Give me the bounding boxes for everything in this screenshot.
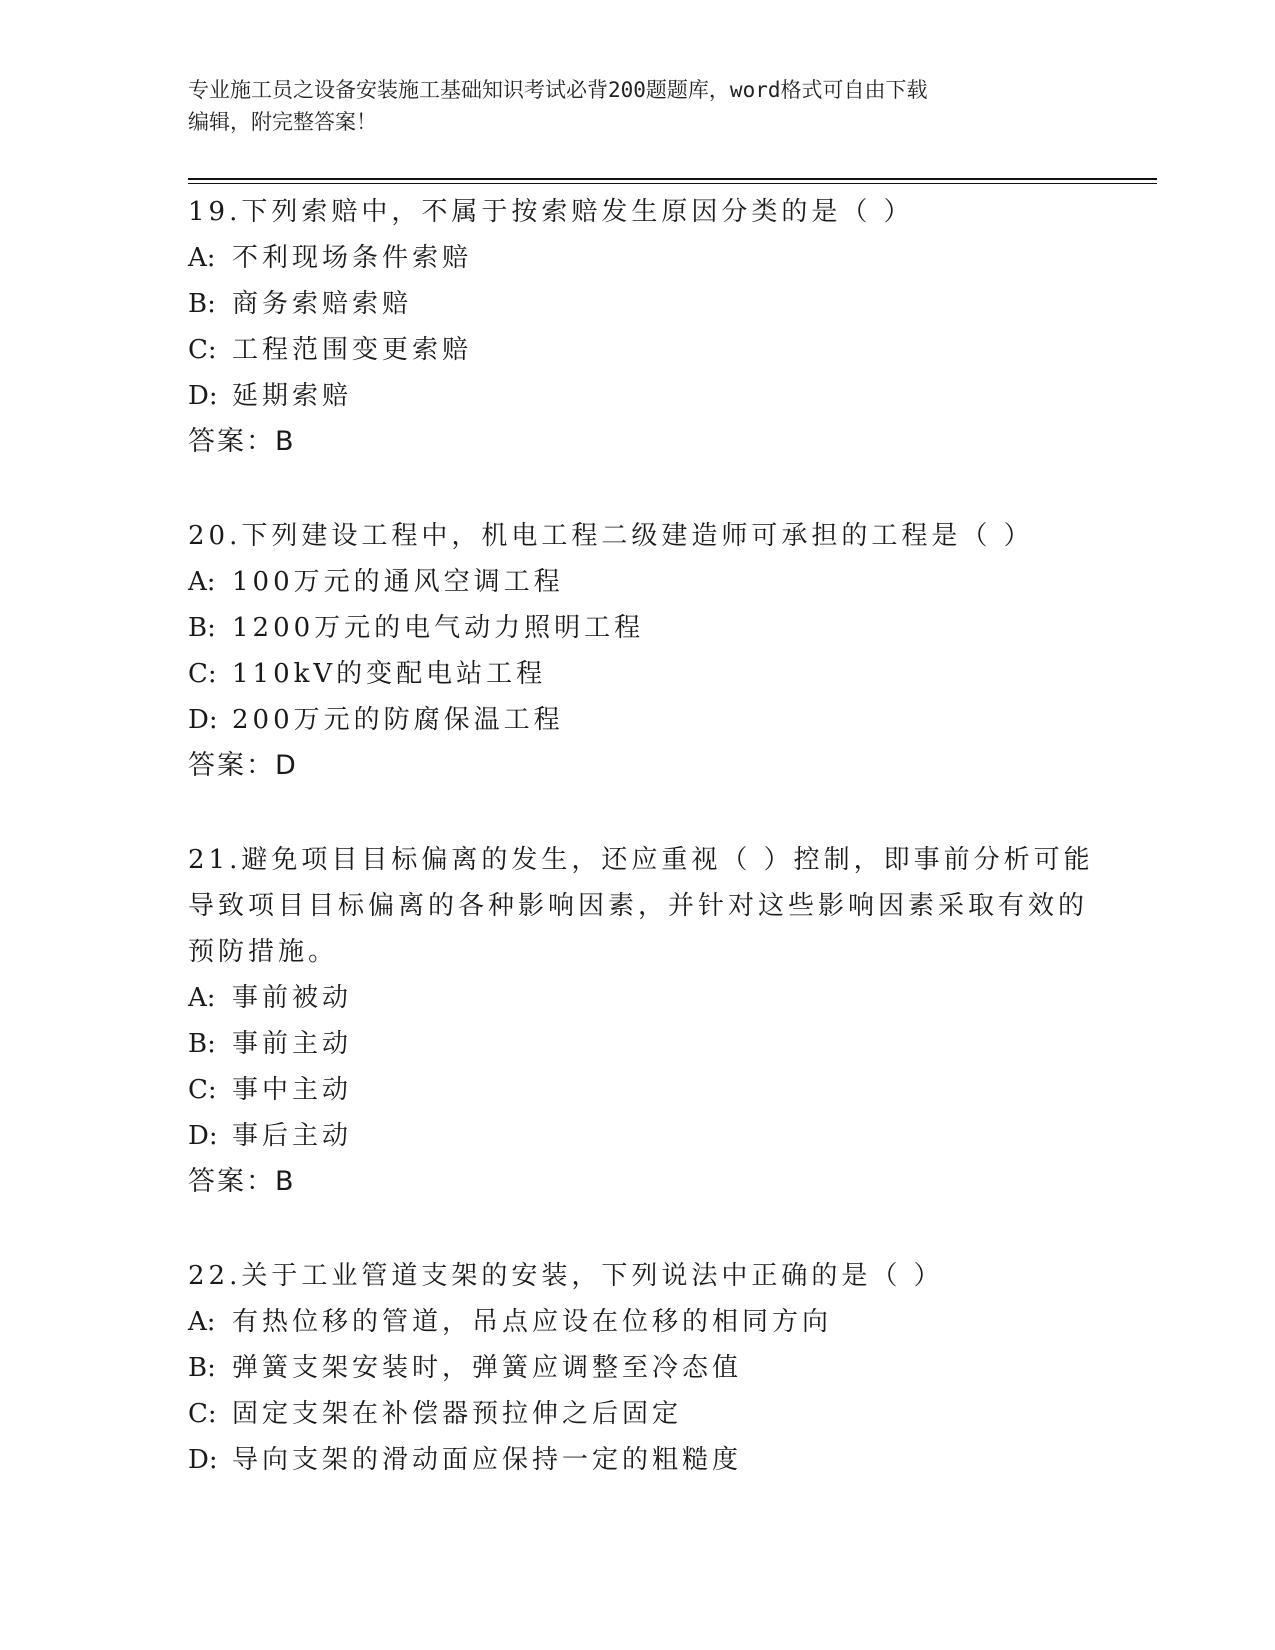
option-text: 100万元的通风空调工程 — [232, 567, 564, 597]
question-21 — [188, 837, 1094, 1205]
option-letter: D: — [188, 705, 218, 735]
option-d — [188, 1437, 1088, 1483]
option-letter: D: — [188, 1445, 218, 1475]
option-d — [188, 1113, 1088, 1159]
answer-label: 答案：B — [188, 1166, 296, 1197]
option-text: 事中主动 — [232, 1075, 353, 1105]
option-text: 事前被动 — [232, 983, 353, 1013]
option-text: 固定支架在补偿器预拉伸之后固定 — [232, 1399, 683, 1429]
option-text: 200万元的防腐保温工程 — [232, 705, 564, 735]
option-letter: A: — [188, 243, 216, 273]
question-stem-line-3: 预防措施。 — [188, 937, 339, 967]
option-text: 弹簧支架安装时，弹簧应调整至冷态值 — [232, 1353, 743, 1383]
option-b — [188, 281, 1088, 327]
option-text: 不利现场条件索赔 — [232, 243, 473, 273]
option-d — [188, 373, 1088, 419]
option-a — [188, 975, 1088, 1021]
option-text: 事后主动 — [232, 1121, 353, 1151]
header-divider-thin — [188, 183, 1157, 184]
option-text: 有热位移的管道，吊点应设在位移的相同方向 — [232, 1307, 833, 1337]
question-22 — [188, 1253, 1088, 1483]
option-b — [188, 1021, 1088, 1067]
header-title-line-2: 编辑，附完整答案！ — [188, 110, 377, 134]
option-letter: B: — [188, 1029, 216, 1059]
question-20 — [188, 513, 1088, 789]
option-c — [188, 327, 1088, 373]
option-letter: A: — [188, 983, 216, 1013]
option-letter: B: — [188, 613, 216, 643]
header-divider-thick — [188, 178, 1157, 180]
option-letter: B: — [188, 289, 216, 319]
option-text: 110kV的变配电站工程 — [232, 659, 547, 689]
option-text: 事前主动 — [232, 1029, 353, 1059]
header-title-line-1: 专业施工员之设备安装施工基础知识考试必背200题题库，word格式可自由下载 — [188, 78, 928, 102]
option-text: 导向支架的滑动面应保持一定的粗糙度 — [232, 1445, 743, 1475]
option-c — [188, 1391, 1088, 1437]
question-stem: 22.关于工业管道支架的安装，下列说法中正确的是（ ） — [188, 1261, 944, 1291]
option-letter: C: — [188, 659, 217, 689]
option-letter: C: — [188, 335, 217, 365]
option-c — [188, 1067, 1088, 1113]
option-letter: A: — [188, 567, 216, 597]
question-19 — [188, 189, 1088, 465]
option-text: 延期索赔 — [232, 381, 353, 411]
question-stem-line-1: 21.避免项目目标偏离的发生，还应重视（ ）控制，即事前分析可能 — [188, 845, 1094, 875]
question-stem: 19.下列索赔中，不属于按索赔发生原因分类的是（ ） — [188, 197, 914, 227]
option-b — [188, 605, 1088, 651]
question-stem-line-2: 导致项目目标偏离的各种影响因素，并针对这些影响因素采取有效的 — [188, 891, 1089, 921]
option-a — [188, 559, 1088, 605]
option-b — [188, 1345, 1088, 1391]
option-letter: B: — [188, 1353, 216, 1383]
option-d — [188, 697, 1088, 743]
document-header — [188, 74, 1088, 138]
answer-label: 答案：B — [188, 426, 296, 457]
option-letter: A: — [188, 1307, 216, 1337]
option-a — [188, 1299, 1088, 1345]
answer-label: 答案：D — [188, 750, 298, 781]
question-stem: 20.下列建设工程中，机电工程二级建造师可承担的工程是（ ） — [188, 521, 1034, 551]
option-letter: C: — [188, 1399, 217, 1429]
option-letter: D: — [188, 1121, 218, 1151]
option-a — [188, 235, 1088, 281]
option-letter: C: — [188, 1075, 217, 1105]
option-text: 1200万元的电气动力照明工程 — [232, 613, 645, 643]
question-list — [188, 189, 1094, 1531]
option-c — [188, 651, 1088, 697]
option-text: 工程范围变更索赔 — [232, 335, 473, 365]
option-text: 商务索赔索赔 — [232, 289, 413, 319]
option-letter: D: — [188, 381, 218, 411]
